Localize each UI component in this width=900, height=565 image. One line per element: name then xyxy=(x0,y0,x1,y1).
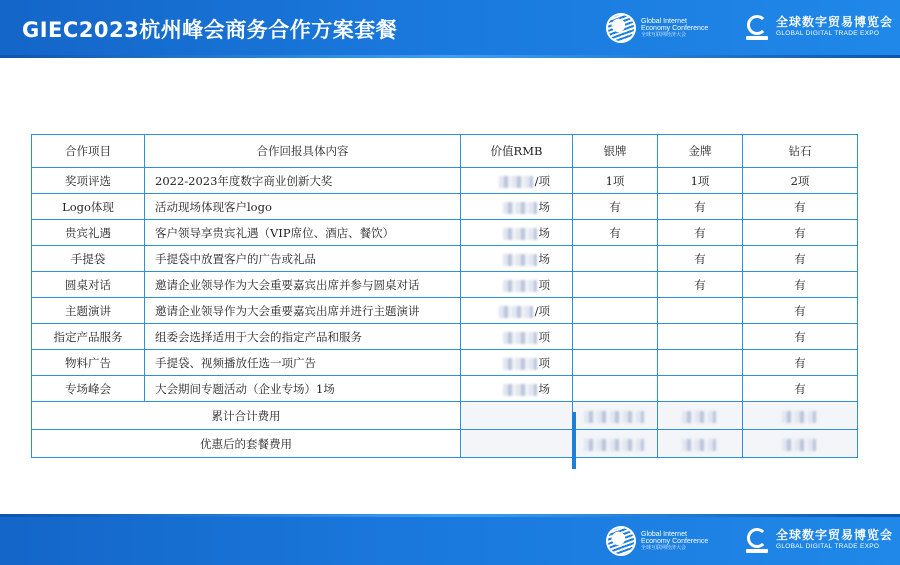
footer-gdte-en: GLOBAL DIGITAL TRADE EXPO xyxy=(776,543,880,551)
table-header-row xyxy=(32,135,858,168)
row-item: 奖项评选 xyxy=(32,168,145,194)
row-price xyxy=(461,376,573,402)
redacted-value xyxy=(682,439,716,451)
row-silver: 有 xyxy=(573,194,658,220)
row-diamond: 2项 xyxy=(743,168,858,194)
price-suffix: 项 xyxy=(538,277,550,292)
row-silver xyxy=(573,246,658,272)
redacted-value xyxy=(499,306,533,318)
redacted-value xyxy=(503,384,537,396)
header-content: 合作回报具体内容 xyxy=(145,135,461,168)
row-gold xyxy=(658,376,743,402)
row-silver: 有 xyxy=(573,220,658,246)
header-diamond: 钻石 xyxy=(743,135,858,168)
total-silver xyxy=(573,402,658,430)
redacted-value xyxy=(682,411,716,423)
row-item: 手提袋 xyxy=(32,246,145,272)
row-content: 手提袋、视频播放任选一项广告 xyxy=(145,350,461,376)
row-diamond: 有 xyxy=(743,350,858,376)
price-suffix: 项 xyxy=(538,355,550,370)
footer-gdte-logo xyxy=(744,526,893,554)
redacted-value xyxy=(503,228,537,240)
row-diamond: 有 xyxy=(743,376,858,402)
row-silver xyxy=(573,350,658,376)
table-row xyxy=(32,220,858,246)
total-label: 累计合计费用 xyxy=(32,402,461,430)
row-item: 圆桌对话 xyxy=(32,272,145,298)
row-content: 邀请企业领导作为大会重要嘉宾出席并参与圆桌对话 xyxy=(145,272,461,298)
table-accent-bar xyxy=(572,412,576,469)
row-diamond: 有 xyxy=(743,220,858,246)
row-item: 专场峰会 xyxy=(32,376,145,402)
redacted-value xyxy=(503,280,537,292)
redacted-value xyxy=(503,202,537,214)
discount-diamond xyxy=(743,430,858,458)
table-row xyxy=(32,376,858,402)
row-price xyxy=(461,194,573,220)
row-gold: 有 xyxy=(658,220,743,246)
redacted-value xyxy=(503,358,537,370)
cooperation-plan-table xyxy=(31,134,858,458)
header-silver: 银牌 xyxy=(573,135,658,168)
footer-giec-line2: Economy Conference xyxy=(641,538,709,546)
row-content: 手提袋中放置客户的广告或礼品 xyxy=(145,246,461,272)
redacted-value xyxy=(584,411,644,423)
price-suffix: 项 xyxy=(538,329,550,344)
row-gold: 有 xyxy=(658,194,743,220)
header-gold: 金牌 xyxy=(658,135,743,168)
row-item: 主题演讲 xyxy=(32,298,145,324)
giec-logo-line1: Global Internet xyxy=(641,18,687,26)
row-content: 客户领导享贵宾礼遇（VIP席位、酒店、餐饮） xyxy=(145,220,461,246)
row-content: 组委会选择适用于大会的指定产品和服务 xyxy=(145,324,461,350)
row-gold xyxy=(658,350,743,376)
row-silver xyxy=(573,272,658,298)
discount-price xyxy=(461,430,573,458)
row-content: 2022-2023年度数字商业创新大奖 xyxy=(145,168,461,194)
discount-label: 优惠后的套餐费用 xyxy=(32,430,461,458)
price-suffix: 场 xyxy=(538,199,550,214)
gdte-logo-en: GLOBAL DIGITAL TRADE EXPO xyxy=(776,30,880,38)
row-item: 物料广告 xyxy=(32,350,145,376)
giec-logo xyxy=(606,13,708,43)
row-diamond: 有 xyxy=(743,298,858,324)
row-gold: 有 xyxy=(658,246,743,272)
page-title: GIEC2023杭州峰会商务合作方案套餐 xyxy=(22,18,398,42)
redacted-value xyxy=(499,176,533,188)
total-diamond xyxy=(743,402,858,430)
price-suffix: 场 xyxy=(538,381,550,396)
row-item: 贵宾礼遇 xyxy=(32,220,145,246)
total-row xyxy=(32,402,858,430)
redacted-value xyxy=(503,332,537,344)
redacted-value xyxy=(584,439,644,451)
redacted-value xyxy=(503,254,537,266)
giec-logo-line3: 全球互联网经济大会 xyxy=(641,31,687,38)
row-diamond: 有 xyxy=(743,246,858,272)
header-banner xyxy=(0,0,900,58)
row-item: 指定产品服务 xyxy=(32,324,145,350)
footer-banner xyxy=(0,514,900,565)
discount-row xyxy=(32,430,858,458)
table-row xyxy=(32,324,858,350)
row-item: Logo体现 xyxy=(32,194,145,220)
table-row xyxy=(32,298,858,324)
row-price xyxy=(461,246,573,272)
gdte-logo-cn: 全球数字贸易博览会 xyxy=(776,15,894,30)
row-diamond: 有 xyxy=(743,272,858,298)
gdte-mark-icon xyxy=(744,13,770,41)
row-price xyxy=(461,350,573,376)
footer-giec-line1: Global Internet xyxy=(641,531,687,539)
row-gold: 有 xyxy=(658,272,743,298)
discount-gold xyxy=(658,430,743,458)
giec-globe-icon xyxy=(606,526,636,556)
row-gold: 1项 xyxy=(658,168,743,194)
header-price: 价值RMB xyxy=(461,135,573,168)
price-suffix: /项 xyxy=(534,173,550,188)
footer-giec-line3: 全球互联网经济大会 xyxy=(641,544,687,551)
gdte-logo xyxy=(744,13,893,41)
price-suffix: 场 xyxy=(538,251,550,266)
total-gold xyxy=(658,402,743,430)
footer-giec-logo xyxy=(606,526,708,556)
price-suffix: /项 xyxy=(534,303,550,318)
row-gold xyxy=(658,324,743,350)
row-content: 邀请企业领导作为大会重要嘉宾出席并进行主题演讲 xyxy=(145,298,461,324)
table-row xyxy=(32,194,858,220)
row-silver: 1项 xyxy=(573,168,658,194)
giec-globe-icon xyxy=(606,13,636,43)
row-content: 大会期间专题活动（企业专场）1场 xyxy=(145,376,461,402)
footer-gdte-cn: 全球数字贸易博览会 xyxy=(776,528,894,543)
table-row xyxy=(32,272,858,298)
gdte-mark-icon xyxy=(744,526,770,554)
row-content: 活动现场体现客户logo xyxy=(145,194,461,220)
total-price xyxy=(461,402,573,430)
row-silver xyxy=(573,324,658,350)
table-row xyxy=(32,168,858,194)
redacted-value xyxy=(782,411,816,423)
row-price xyxy=(461,298,573,324)
redacted-value xyxy=(782,439,816,451)
price-suffix: 场 xyxy=(538,225,550,240)
row-diamond: 有 xyxy=(743,324,858,350)
table-row xyxy=(32,350,858,376)
row-silver xyxy=(573,298,658,324)
row-price xyxy=(461,168,573,194)
row-gold xyxy=(658,298,743,324)
giec-logo-line2: Economy Conference xyxy=(641,25,709,33)
row-price xyxy=(461,324,573,350)
table-row xyxy=(32,246,858,272)
row-price xyxy=(461,272,573,298)
row-price xyxy=(461,220,573,246)
header-item: 合作项目 xyxy=(32,135,145,168)
row-diamond: 有 xyxy=(743,194,858,220)
discount-silver xyxy=(573,430,658,458)
row-silver xyxy=(573,376,658,402)
